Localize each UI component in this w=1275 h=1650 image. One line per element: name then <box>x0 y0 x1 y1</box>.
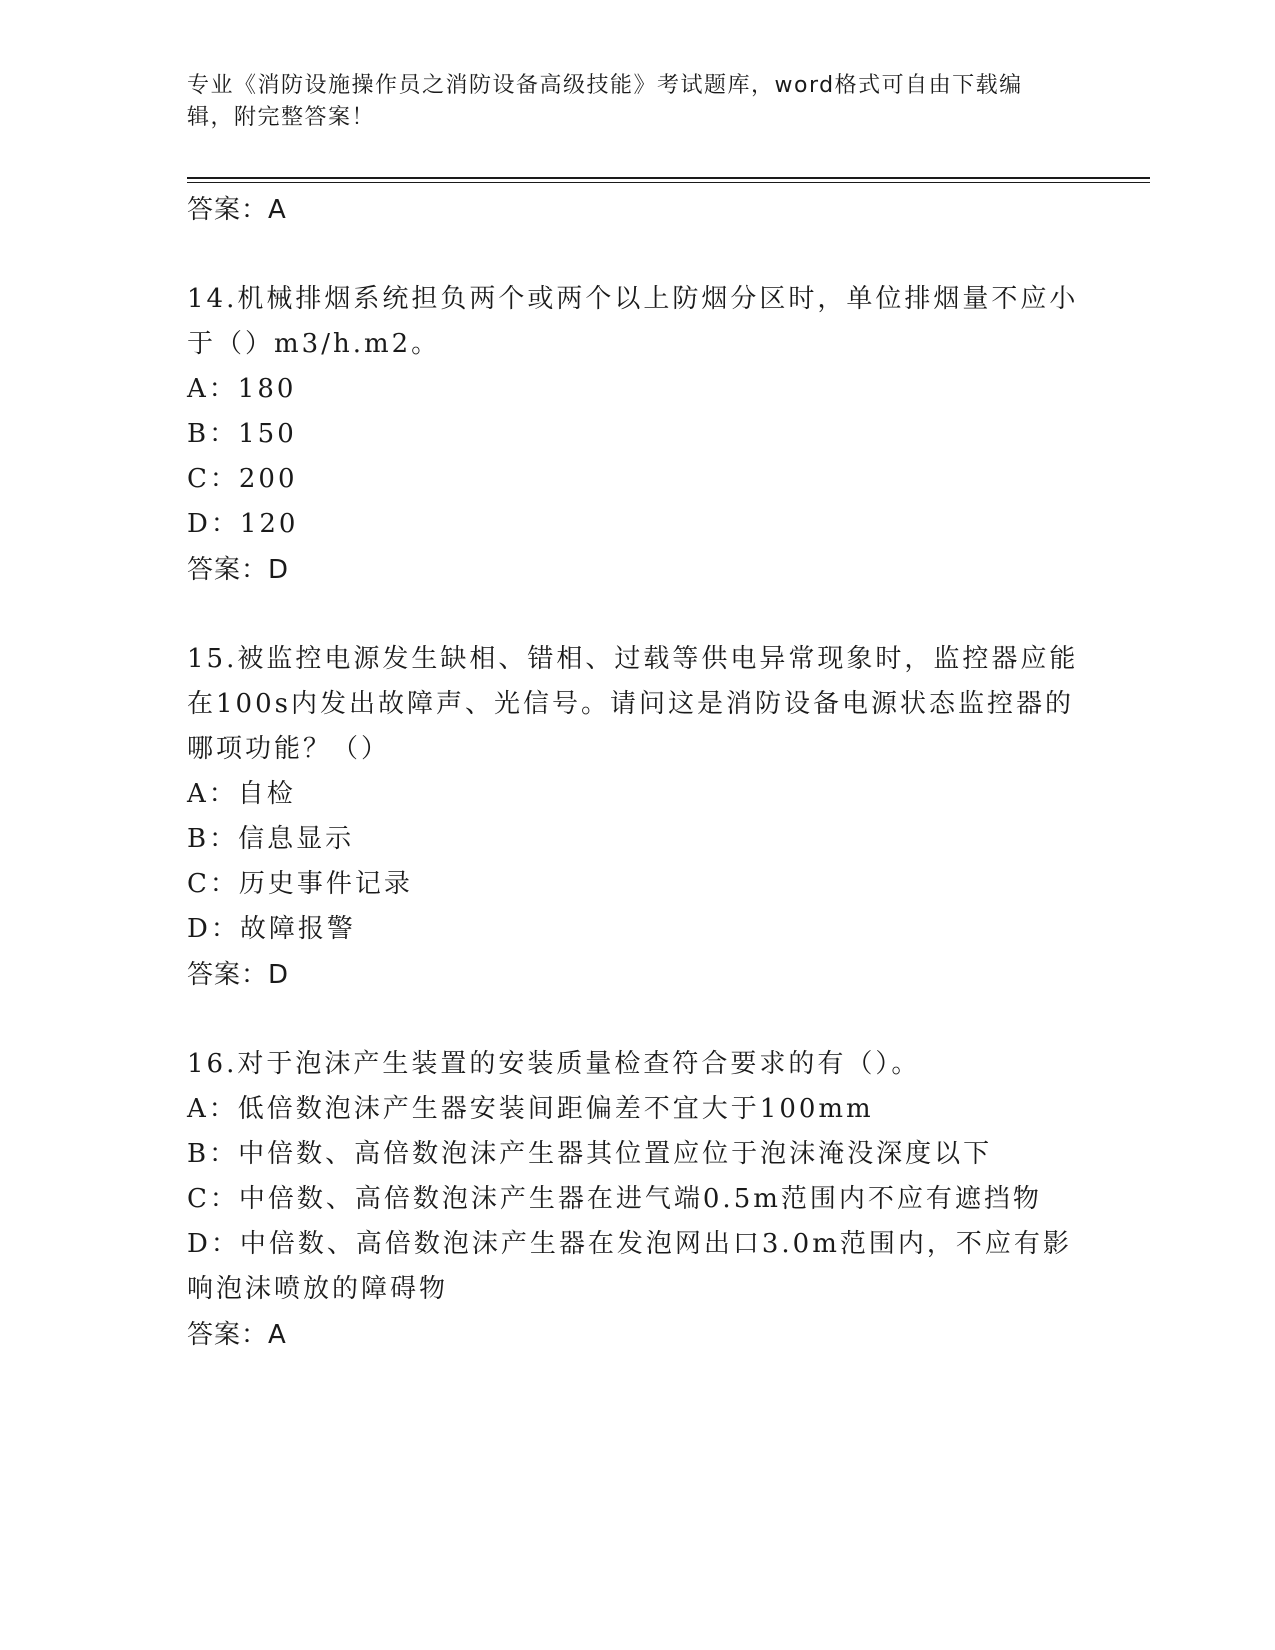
option-d: D：120 <box>187 509 299 539</box>
question-line: 于（）m3/h.m2。 <box>187 329 441 359</box>
answer-line: 答案：D <box>187 555 290 585</box>
option-c: C：200 <box>187 464 298 494</box>
option-a: A：低倍数泡沫产生器安装间距偏差不宜大于100mm <box>187 1094 874 1124</box>
question-content <box>187 187 1087 1358</box>
answer-line: 答案：A <box>187 195 287 225</box>
question-text <box>187 1042 1087 1087</box>
option-a: A：180 <box>187 374 297 404</box>
option-d: D：故障报警 <box>187 914 356 944</box>
option-a: A：自检 <box>187 779 296 809</box>
option-b: B：150 <box>187 419 297 449</box>
header-divider-thick <box>187 177 1150 179</box>
question-14 <box>187 277 1087 593</box>
question-15 <box>187 637 1087 998</box>
option-b: B：中倍数、高倍数泡沫产生器其位置应位于泡沫淹没深度以下 <box>187 1139 993 1169</box>
option-d-continuation: 响泡沫喷放的障碍物 <box>187 1274 449 1304</box>
question-text <box>187 277 1087 367</box>
question-line: 哪项功能？（） <box>187 734 391 764</box>
answer-line: 答案：A <box>187 1320 287 1350</box>
answer-line: 答案：D <box>187 960 290 990</box>
question-16 <box>187 1042 1087 1358</box>
page-header <box>187 70 1067 134</box>
question-line: 在100s内发出故障声、光信号。请问这是消防设备电源状态监控器的 <box>187 689 1074 719</box>
header-line-2: 辑，附完整答案！ <box>187 105 376 130</box>
option-b: B：信息显示 <box>187 824 355 854</box>
header-line-1: 专业《消防设施操作员之消防设备高级技能》考试题库，word格式可自由下载编 <box>187 73 1023 98</box>
question-line: 15.被监控电源发生缺相、错相、过载等供电异常现象时，监控器应能 <box>187 644 1079 674</box>
question-text <box>187 637 1087 772</box>
question-line: 16.对于泡沫产生装置的安装质量检查符合要求的有（）。 <box>187 1049 921 1079</box>
option-d: D：中倍数、高倍数泡沫产生器在发泡网出口3.0m范围内，不应有影 <box>187 1229 1072 1259</box>
option-c: C：中倍数、高倍数泡沫产生器在进气端0.5m范围内不应有遮挡物 <box>187 1184 1042 1214</box>
option-c: C：历史事件记录 <box>187 869 413 899</box>
question-line: 14.机械排烟系统担负两个或两个以上防烟分区时，单位排烟量不应小 <box>187 284 1079 314</box>
header-divider-thin <box>187 182 1150 183</box>
